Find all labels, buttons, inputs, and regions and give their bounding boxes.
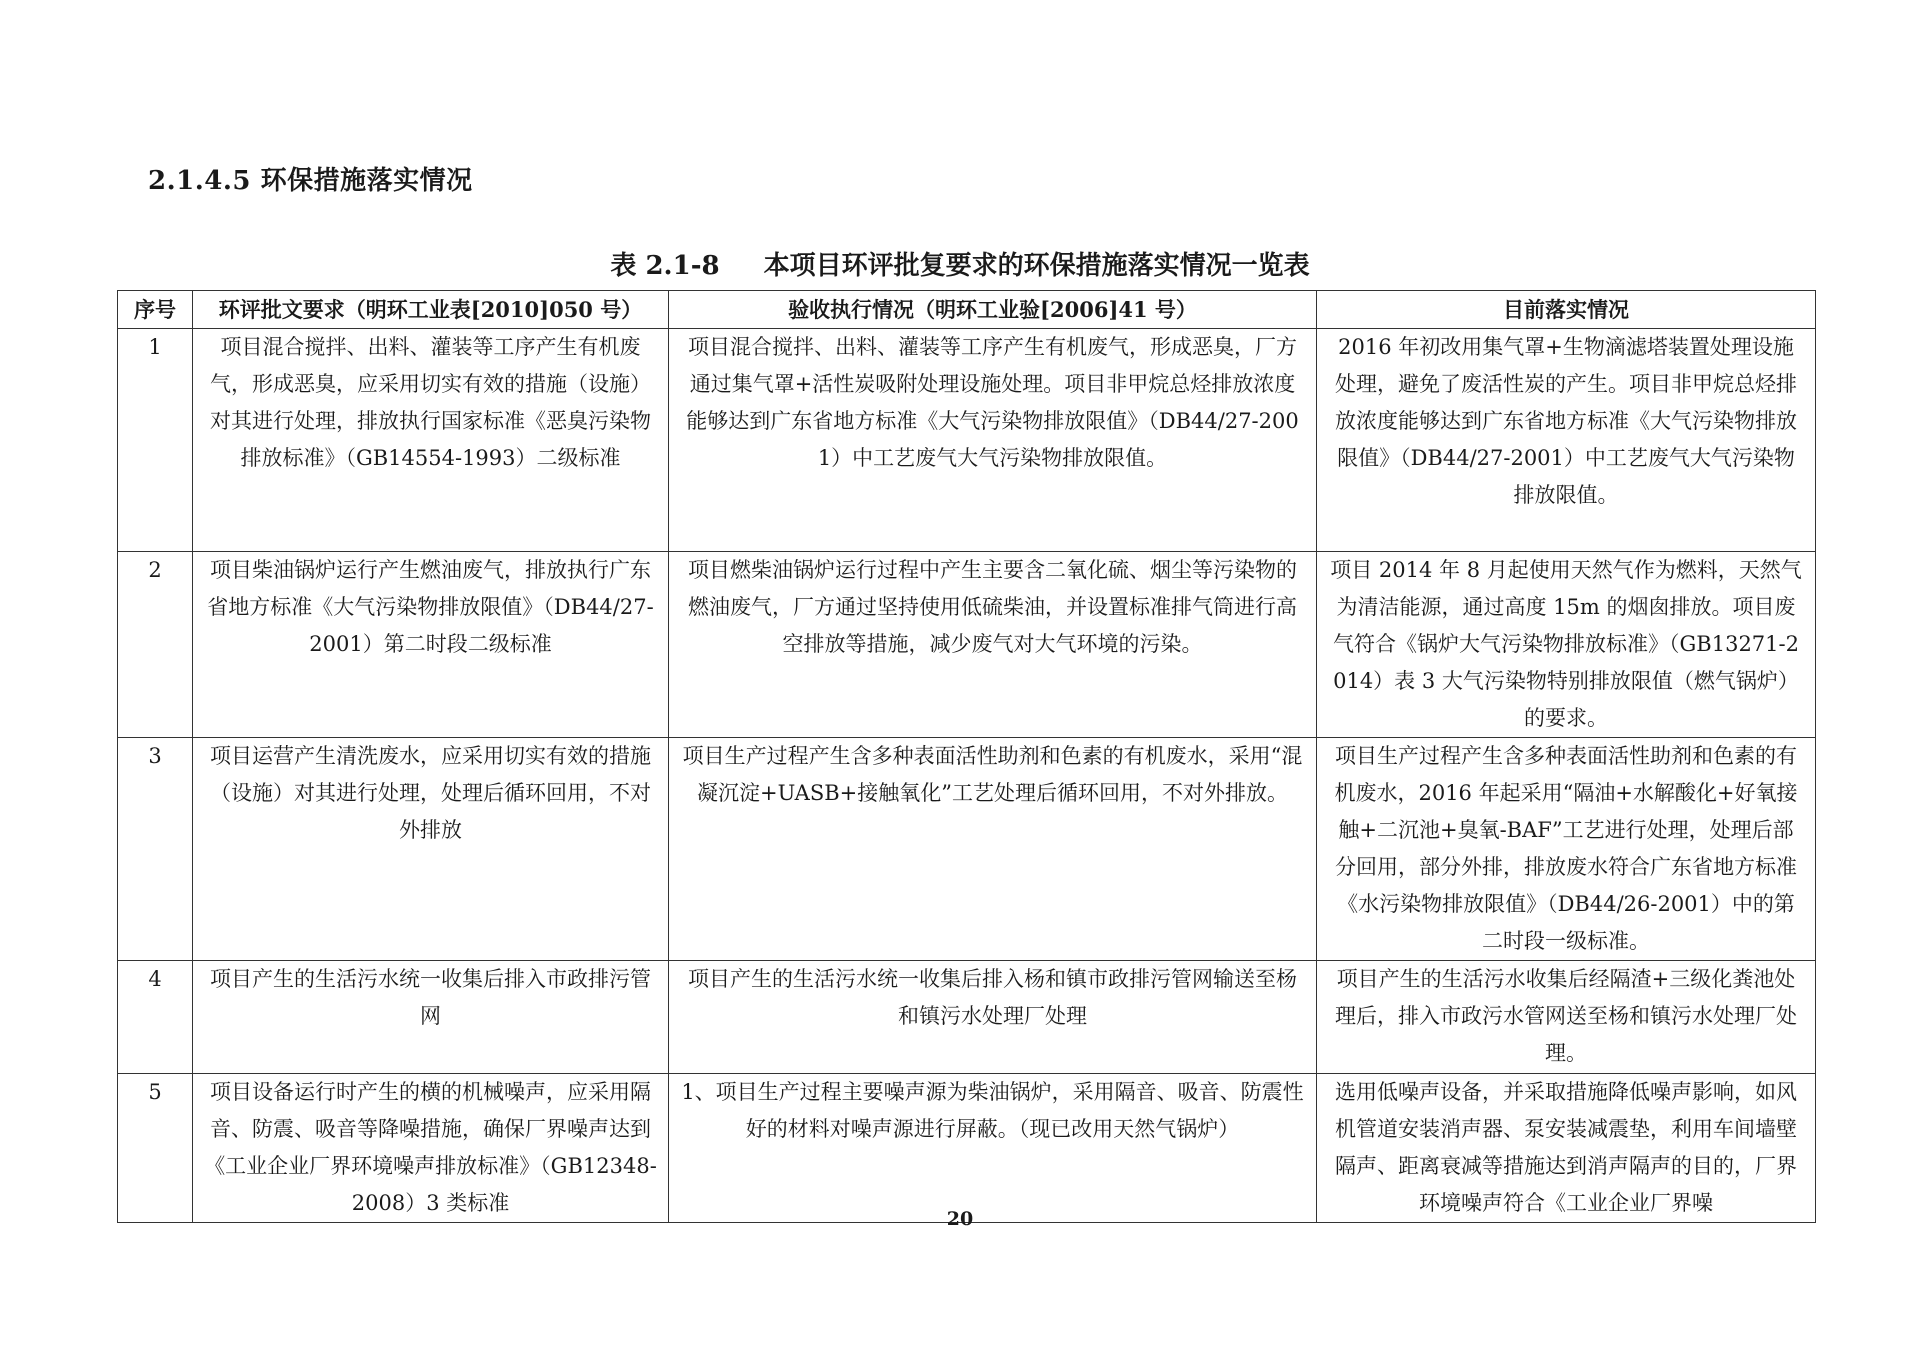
cell-seq: 1 bbox=[118, 329, 193, 552]
cell-seq: 5 bbox=[118, 1074, 193, 1223]
table-caption bbox=[0, 245, 1920, 282]
cell-acceptance: 项目生产过程产生含多种表面活性助剂和色素的有机废水，采用“混凝沉淀+UASB+接触氧化”工艺处理后循环回用，不对外排放。 bbox=[669, 738, 1317, 961]
cell-acceptance: 项目产生的生活污水统一收集后排入杨和镇市政排污管网输送至杨和镇污水处理厂处理 bbox=[669, 961, 1317, 1074]
cell-requirement: 项目混合搅拌、出料、灌装等工序产生有机废气，形成恶臭，应采用切实有效的措施（设施）对其进行处理，排放执行国家标准《恶臭污染物排放标准》（GB14554-1993）二级标准 bbox=[193, 329, 669, 552]
table-caption-number: 表 2.1-8 bbox=[610, 251, 720, 281]
measures-table bbox=[117, 290, 1816, 1223]
header-acceptance: 验收执行情况（明环工业验[2006]41 号） bbox=[669, 291, 1317, 329]
cell-seq: 3 bbox=[118, 738, 193, 961]
cell-current: 项目产生的生活污水收集后经隔渣+三级化粪池处理后，排入市政污水管网送至杨和镇污水处理厂处理。 bbox=[1317, 961, 1816, 1074]
table-row bbox=[118, 961, 1816, 1074]
cell-current: 选用低噪声设备，并采取措施降低噪声影响，如风机管道安装消声器、泵安装减震垫，利用车间墙壁隔声、距离衰减等措施达到消声隔声的目的，厂界环境噪声符合《工业企业厂界噪 bbox=[1317, 1074, 1816, 1223]
cell-requirement: 项目产生的生活污水统一收集后排入市政排污管网 bbox=[193, 961, 669, 1074]
cell-current: 项目生产过程产生含多种表面活性助剂和色素的有机废水，2016 年起采用“隔油+水解酸化+好氧接触+二沉池+臭氧-BAF”工艺进行处理，处理后部分回用，部分外排，排放废水符合广东省地方标准《水污染物排放限值》（DB44/26-2001）中的第二时段一级标准。 bbox=[1317, 738, 1816, 961]
cell-requirement: 项目设备运行时产生的横的机械噪声，应采用隔音、防震、吸音等降噪措施，确保厂界噪声达到《工业企业厂界环境噪声排放标准》（GB12348-2008）3 类标准 bbox=[193, 1074, 669, 1223]
cell-requirement: 项目柴油锅炉运行产生燃油废气，排放执行广东省地方标准《大气污染物排放限值》（DB44/27-2001）第二时段二级标准 bbox=[193, 552, 669, 738]
table-row bbox=[118, 738, 1816, 961]
cell-acceptance: 1、项目生产过程主要噪声源为柴油锅炉，采用隔音、吸音、防震性好的材料对噪声源进行屏蔽。（现已改用天然气锅炉） bbox=[669, 1074, 1317, 1223]
cell-seq: 4 bbox=[118, 961, 193, 1074]
header-seq: 序号 bbox=[118, 291, 193, 329]
cell-current: 2016 年初改用集气罩+生物滴滤塔装置处理设施处理，避免了废活性炭的产生。项目非甲烷总烃排放浓度能够达到广东省地方标准《大气污染物排放限值》（DB44/27-2001）中工艺废气大气污染物排放限值。 bbox=[1317, 329, 1816, 552]
cell-requirement: 项目运营产生清洗废水，应采用切实有效的措施（设施）对其进行处理，处理后循环回用，不对外排放 bbox=[193, 738, 669, 961]
header-current: 目前落实情况 bbox=[1317, 291, 1816, 329]
cell-seq: 2 bbox=[118, 552, 193, 738]
table-header-row bbox=[118, 291, 1816, 329]
cell-acceptance: 项目混合搅拌、出料、灌装等工序产生有机废气，形成恶臭，厂方通过集气罩+活性炭吸附处理设施处理。项目非甲烷总烃排放浓度能够达到广东省地方标准《大气污染物排放限值》（DB44/27-2001）中工艺废气大气污染物排放限值。 bbox=[669, 329, 1317, 552]
cell-current: 项目 2014 年 8 月起使用天然气作为燃料，天然气为清洁能源，通过高度 15m 的烟囱排放。项目废气符合《锅炉大气污染物排放标准》（GB13271-2014）表 3 大气污染物特别排放限值（燃气锅炉）的要求。 bbox=[1317, 552, 1816, 738]
table-row bbox=[118, 329, 1816, 552]
header-requirement: 环评批文要求（明环工业表[2010]050 号） bbox=[193, 291, 669, 329]
section-heading: 2.1.4.5 环保措施落实情况 bbox=[148, 166, 473, 196]
cell-acceptance: 项目燃柴油锅炉运行过程中产生主要含二氧化硫、烟尘等污染物的燃油废气，厂方通过坚持使用低硫柴油，并设置标准排气筒进行高空排放等措施，减少废气对大气环境的污染。 bbox=[669, 552, 1317, 738]
table-row bbox=[118, 552, 1816, 738]
table-row bbox=[118, 1074, 1816, 1223]
page-number: 20 bbox=[946, 1208, 974, 1230]
table-caption-title: 本项目环评批复要求的环保措施落实情况一览表 bbox=[763, 251, 1310, 281]
